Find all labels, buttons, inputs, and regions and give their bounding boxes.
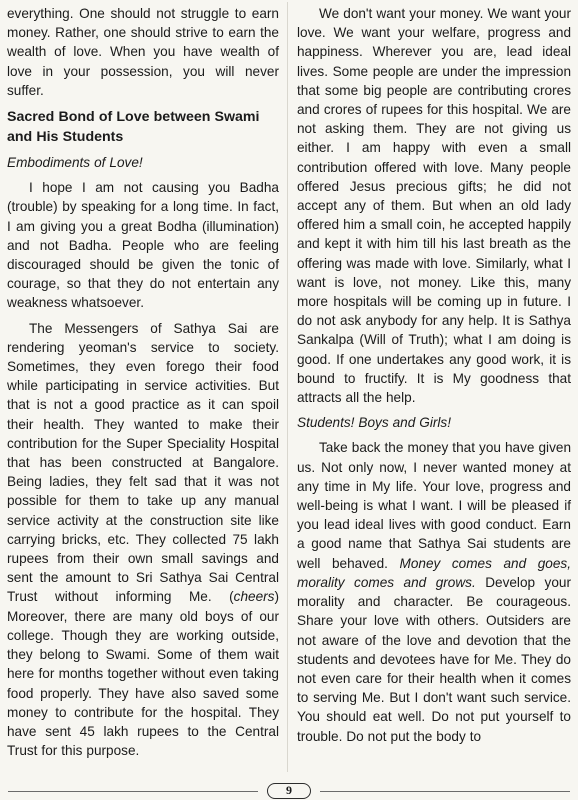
right-column: [297, 4, 571, 752]
footer-rule-left: [8, 791, 258, 792]
left-paragraph-1: everything. One should not struggle to earn money. Rather, one should strive to earn the wealth of love. When you have wealth of love in your possession, you will never suffer.: [7, 6, 279, 98]
footer-rule-right: [320, 791, 570, 792]
left-column: [7, 4, 279, 766]
left-salutation: Embodiments of Love!: [7, 155, 143, 171]
section-heading: Sacred Bond of Love between Swami and His Students: [7, 109, 260, 145]
right-paragraph-1: We don't want your money. We want your love. We want your welfare, progress and happiness. Wherever you are, lead ideal lives. Some people are under the impression that some big people are contributing crores and crores of rupees for this hospital. We are not asking them. They are not giving us either. I am happy with even a small contribution offered with love. Many people offered Jesus precious gifts; he did not accept any of them. But when an old lady offered him a small coin, he accepted happily and kept it with him till his last breath as the offering was made with love. Similarly, what I want is love, not money. Like this, many more hospitals will be coming up in future. I do not ask anybody for any help. It is Sathya Sankalpa (Will of Truth); what I am doing is good. If one undertakes any good work, it is bound to fructify. It is My goodness that attracts all the help.: [297, 6, 571, 406]
right-paragraph-2-part2: Develop your morality and character. Be courageous. Share your love with others. Outsiders are not aware of the love and devotion that the students and devotees have for Me. They do not even care for their health when it comes to serving Me. But I don't want such service. You should eat well. Do not put yourself to trouble. Do not put the body to: [297, 574, 571, 744]
italic-quote: Money comes and goes, morality comes and grows.: [297, 555, 571, 590]
page-number: 9: [267, 783, 311, 799]
column-divider: [287, 2, 288, 772]
left-paragraph-3-part2: ) Moreover, there are many old boys of our college. Though they are working outside, they belong to Swami. Some of them wait here for months together without even taking food properly. They have also saved some money to contribute for the hospital. They have sent 45 lakh rupees to the Central Trust for this purpose.: [7, 589, 279, 759]
right-paragraph-2: [297, 438, 571, 745]
cheers-annotation: cheers: [233, 589, 275, 605]
right-salutation: Students! Boys and Girls!: [297, 415, 451, 431]
page-footer: [0, 783, 578, 800]
right-paragraph-2-part1: Take back the money that you have given us. Not only now, I never wanted money at any time in My life. Your love, progress and well-being is what I want. I will be pleased if you lead ideal lives with good conduct. Earn a good name that Sathya Sai students are well behaved.: [297, 440, 571, 571]
left-paragraph-3-part1: The Messengers of Sathya Sai are rendering yeoman's service to society. Sometimes, they even forego their food while participating in service activities. But that is not a good practice as it can spoil their health. They wanted to make their contribution for the Super Speciality Hospital that has been constructed at Bangalore. Being ladies, they felt sad that it was not possible for them to take up any manual service activity at the construction site like carrying bricks, etc. They collected 75 lakh rupees from their own small savings and sent the amount to Sri Sathya Sai Central Trust without informing Me. (: [7, 320, 279, 605]
left-paragraph-3: [7, 319, 279, 761]
left-paragraph-2: I hope I am not causing you Badha (trouble) by speaking for a long time. In fact, I am giving you a great Bodha (illumination) and not Badha. People who are feeling discouraged should be given the tonic of courage, so that they do not entertain any weakness whatsoever.: [7, 180, 279, 311]
